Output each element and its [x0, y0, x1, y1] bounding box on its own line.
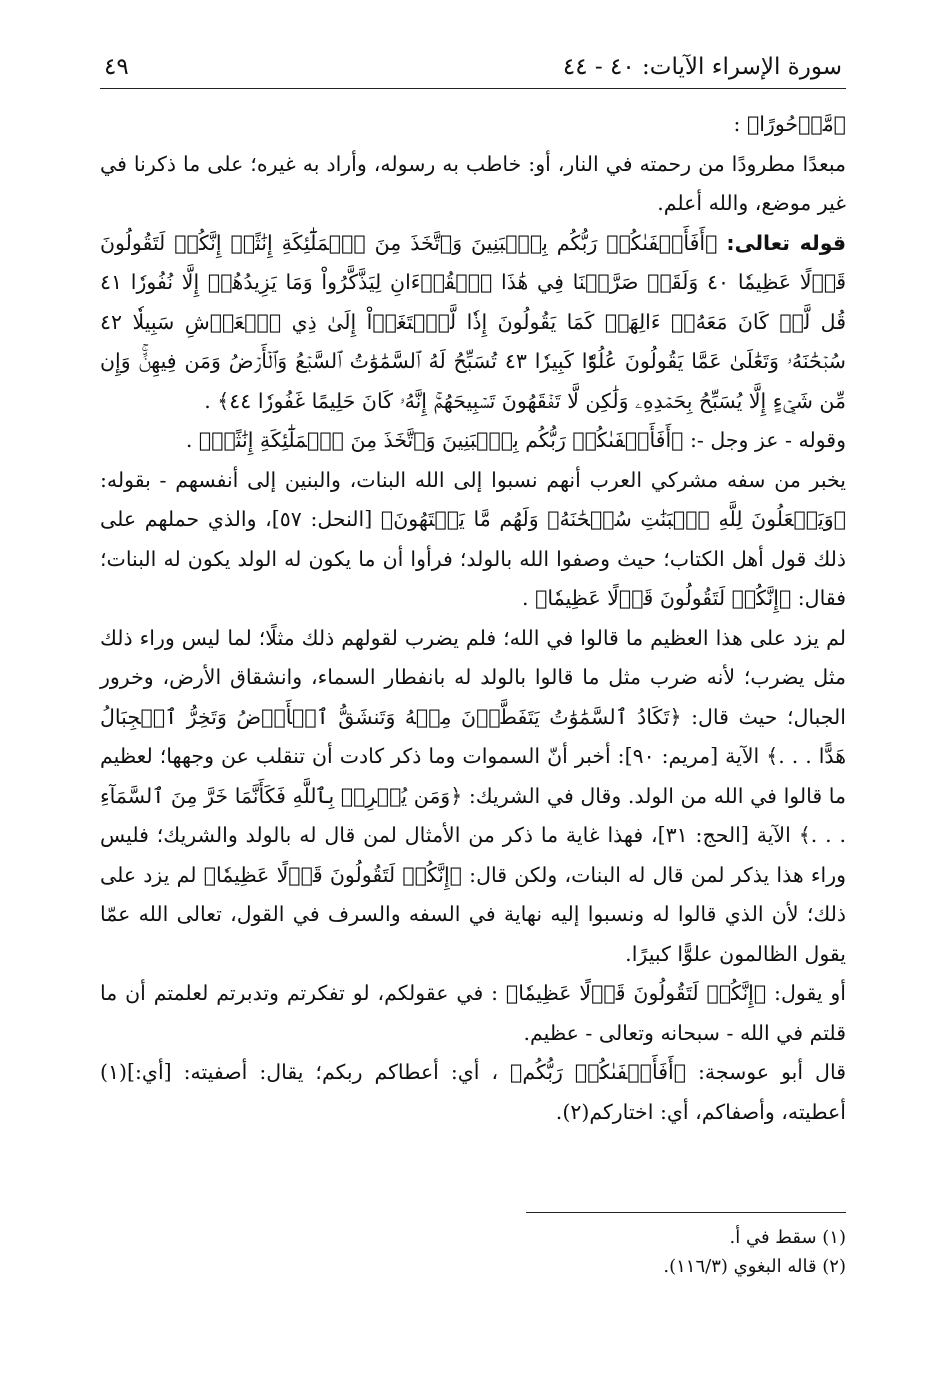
paragraph-1: ﴿مَّدۡحُورًا﴾ : [733, 112, 846, 136]
commentary-body [100, 105, 846, 1132]
paragraph-4: وقوله - عز وجل -: ﴿أَفَأَصۡفَىٰكُمۡ رَبُّكُم بِٱلۡبَنِينَ وَٱتَّخَذَ مِنَ ٱلۡمَلَٰٓئِكَةِ إِنَٰثًاۚ﴾ . [185, 428, 846, 452]
footnotes [526, 1212, 846, 1281]
paragraph-5: يخبر من سفه مشركي العرب أنهم نسبوا إلى الله البنات، والبنين إلى أنفسهم - بقوله: ﴿وَيَجۡعَلُونَ لِلَّهِ ٱلۡبَنَٰتِ سُبۡحَٰنَهُۥ وَلَهُم مَّا يَشۡتَهُونَ﴾ [النحل: ٥٧]، والذي حملهم على ذلك قول أهل الكتاب؛ حيث وصفوا الله بالولد؛ فرأوا أن ما يكون له الولد يكون له البنات؛ فقال: ﴿إِنَّكُمۡ لَتَقُولُونَ قَوۡلًا عَظِيمٗا﴾ . [100, 467, 846, 610]
footnote-2: (٢) قاله البغوي (١١٦/٣). [663, 1256, 846, 1277]
surah-title: سورة الإسراء الآيات: ٤٠ - ٤٤ [562, 54, 842, 80]
paragraph-2: مبعدًا مطرودًا من رحمته في النار، أو: خاطب به رسوله، وأراد به غيره؛ على ما ذكرنا في غير موضع، والله أعلم. [100, 151, 846, 215]
footnote-1: (١) سقط في أ. [729, 1227, 846, 1248]
verse-intro-label: قوله تعالى: [726, 230, 846, 255]
quran-verses-40-44: ﴿أَفَأَصۡفَىٰكُمۡ رَبُّكُم بِٱلۡبَنِينَ وَٱتَّخَذَ مِنَ ٱلۡمَلَٰٓئِكَةِ إِنَٰثًاۚ إِنَّكُمۡ لَتَقُولُونَ قَوۡلًا عَظِيمٗا ٤٠ وَلَقَدۡ صَرَّفۡنَا فِي هَٰذَا ٱلۡقُرۡءَانِ لِيَذَّكَّرُواْ وَمَا يَزِيدُهُمۡ إِلَّا نُفُورٗا ٤١ قُل لَّوۡ كَانَ مَعَهُۥٓ ءَالِهَةٞ كَمَا يَقُولُونَ إِذٗا لَّٱبۡتَغَوۡاْ إِلَىٰ ذِي ٱلۡعَرۡشِ سَبِيلٗا ٤٢ سُبۡحَٰنَهُۥ وَتَعَٰلَىٰ عَمَّا يَقُولُونَ عُلُوّٗا كَبِيرٗا ٤٣ تُسَبِّحُ لَهُ ٱلسَّمَٰوَٰتُ ٱلسَّبۡعُ وَٱلۡأَرۡضُ وَمَن فِيهِنَّۚ وَإِن مِّن شَيۡءٍ إِلَّا يُسَبِّحُ بِحَمۡدِهِۦ وَلَٰكِن لَّا تَفۡقَهُونَ تَسۡبِيحَهُمۡۚ إِنَّهُۥ كَانَ حَلِيمًا غَفُورٗا ٤٤﴾ . [100, 230, 846, 413]
paragraph-7: أو يقول: ﴿إِنَّكُمۡ لَتَقُولُونَ قَوۡلًا عَظِيمٗا﴾ : في عقولكم، لو تفكرتم وتدبرتم لعلمتم أن ما قلتم في الله - سبحانه وتعالى - عظيم. [100, 981, 846, 1045]
page-header [100, 52, 846, 89]
footnote-divider [526, 1212, 846, 1213]
page-number: ٤٩ [104, 54, 129, 80]
paragraph-8: قال أبو عوسجة: ﴿أَفَأَصۡفَىٰكُمۡ رَبُّكُم﴾ ، أي: أعطاكم ربكم؛ يقال: أصفيته: [أي:](١) أعطيته، وأصفاكم، أي: اختاركم(٢). [100, 1060, 846, 1124]
paragraph-6: لم يزد على هذا العظيم ما قالوا في الله؛ فلم يضرب لقولهم ذلك مثلًا؛ لما ليس وراء ذلك مثل يضرب؛ لأنه ضرب مثل ما قالوا بالولد له بانفطار السماء، وانشقاق الأرض، وخرور الجبال؛ حيث قال: ﴿تَكَادُ ٱلسَّمَٰوَٰتُ يَتَفَطَّرۡنَ مِنۡهُ وَتَنشَقُّ ٱلۡأَرۡضُ وَتَخِرُّ ٱلۡجِبَالُ هَدًّا . . .﴾ الآية [مريم: ٩٠]: أخبر أنّ السموات وما ذكر كادت أن تنقلب عن وجهها؛ لعظيم ما قالوا في الله من الولد. وقال في الشريك: ﴿وَمَن يُشۡرِكۡ بِٱللَّهِ فَكَأَنَّمَا خَرَّ مِنَ ٱلسَّمَآءِ . . .﴾ الآية [الحج: ٣١]، فهذا غاية ما ذكر من الأمثال لمن قال له بالولد والشريك؛ فليس وراء هذا يذكر لمن قال له البنات، ولكن قال: ﴿إِنَّكُمۡ لَتَقُولُونَ قَوۡلًا عَظِيمٗا﴾ لم يزد على ذلك؛ لأن الذي قالوا له ونسبوا إليه نهاية في السفه والسرف في القول، تعالى الله عمّا يقول الظالمون علوًّا كبيرًا. [100, 625, 847, 966]
verse-block [100, 224, 846, 422]
